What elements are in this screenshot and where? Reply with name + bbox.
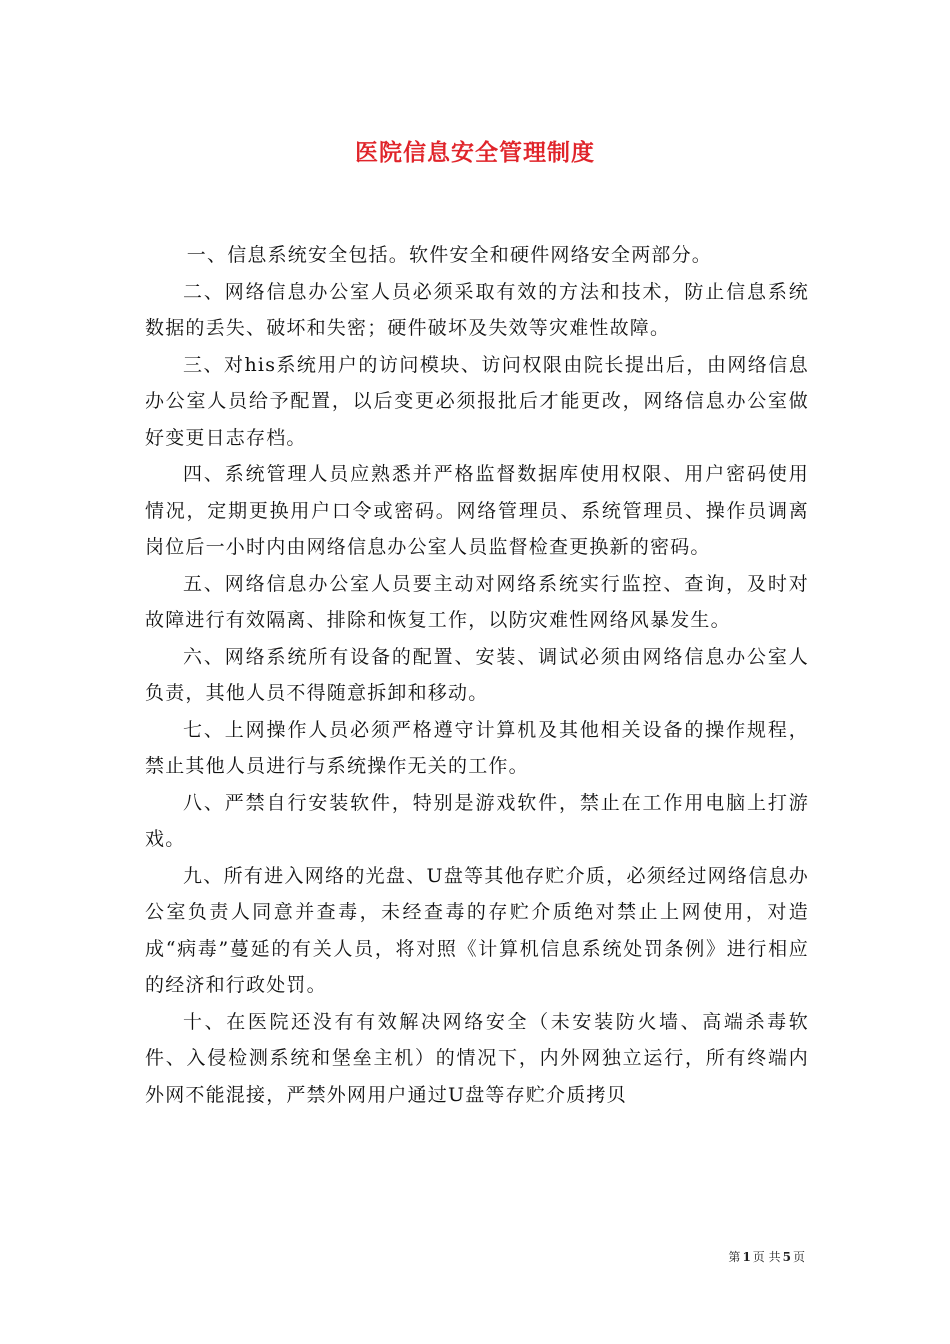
- paragraph-10: 十、在医院还没有有效解决网络安全（未安装防火墙、高端杀毒软件、入侵检测系统和堡垒主机）的情况下，内外网独立运行，所有终端内外网不能混接，严禁外网用户通过U盘等存贮介质拷贝: [145, 1010, 809, 1106]
- page-number-footer: [728, 1248, 805, 1265]
- paragraph-3: 三、对his系统用户的访问模块、访问权限由院长提出后，由网络信息办公室人员给予配置，以后变更必须报批后才能更改，网络信息办公室做好变更日志存档。: [145, 353, 809, 449]
- paragraph-2: 二、网络信息办公室人员必须采取有效的方法和技术，防止信息系统数据的丢失、破坏和失密；硬件破坏及失效等灾难性故障。: [145, 280, 809, 339]
- document-body: [145, 237, 809, 1113]
- document-title: 医院信息安全管理制度: [355, 139, 595, 166]
- footer-middle: 页 共: [752, 1250, 781, 1264]
- footer-suffix: 页: [792, 1250, 805, 1264]
- footer-prefix: 第: [728, 1250, 741, 1264]
- paragraph-9: 九、所有进入网络的光盘、U盘等其他存贮介质，必须经过网络信息办公室负责人同意并查毒，未经查毒的存贮介质绝对禁止上网使用，对造成“病毒”蔓延的有关人员，将对照《计算机信息系统处罚条例》进行相应的经济和行政处罚。: [145, 864, 809, 996]
- paragraph-7: 七、上网操作人员必须严格遵守计算机及其他相关设备的操作规程，禁止其他人员进行与系统操作无关的工作。: [145, 718, 809, 777]
- paragraph-5: 五、网络信息办公室人员要主动对网络系统实行监控、查询，及时对故障进行有效隔离、排除和恢复工作，以防灾难性网络风暴发生。: [145, 572, 809, 631]
- total-page-number: 5: [782, 1250, 791, 1264]
- paragraph-8: 八、严禁自行安装软件，特别是游戏软件，禁止在工作用电脑上打游戏。: [145, 791, 809, 850]
- paragraph-6: 六、网络系统所有设备的配置、安装、调试必须由网络信息办公室人负责，其他人员不得随意拆卸和移动。: [145, 645, 809, 704]
- paragraph-1: 一、信息系统安全包括。软件安全和硬件网络安全两部分。: [186, 244, 712, 266]
- current-page-number: 1: [742, 1250, 751, 1264]
- paragraph-4: 四、系统管理人员应熟悉并严格监督数据库使用权限、用户密码使用情况，定期更换用户口令或密码。网络管理员、系统管理员、操作员调离岗位后一小时内由网络信息办公室人员监督检查更换新的密码。: [145, 463, 809, 558]
